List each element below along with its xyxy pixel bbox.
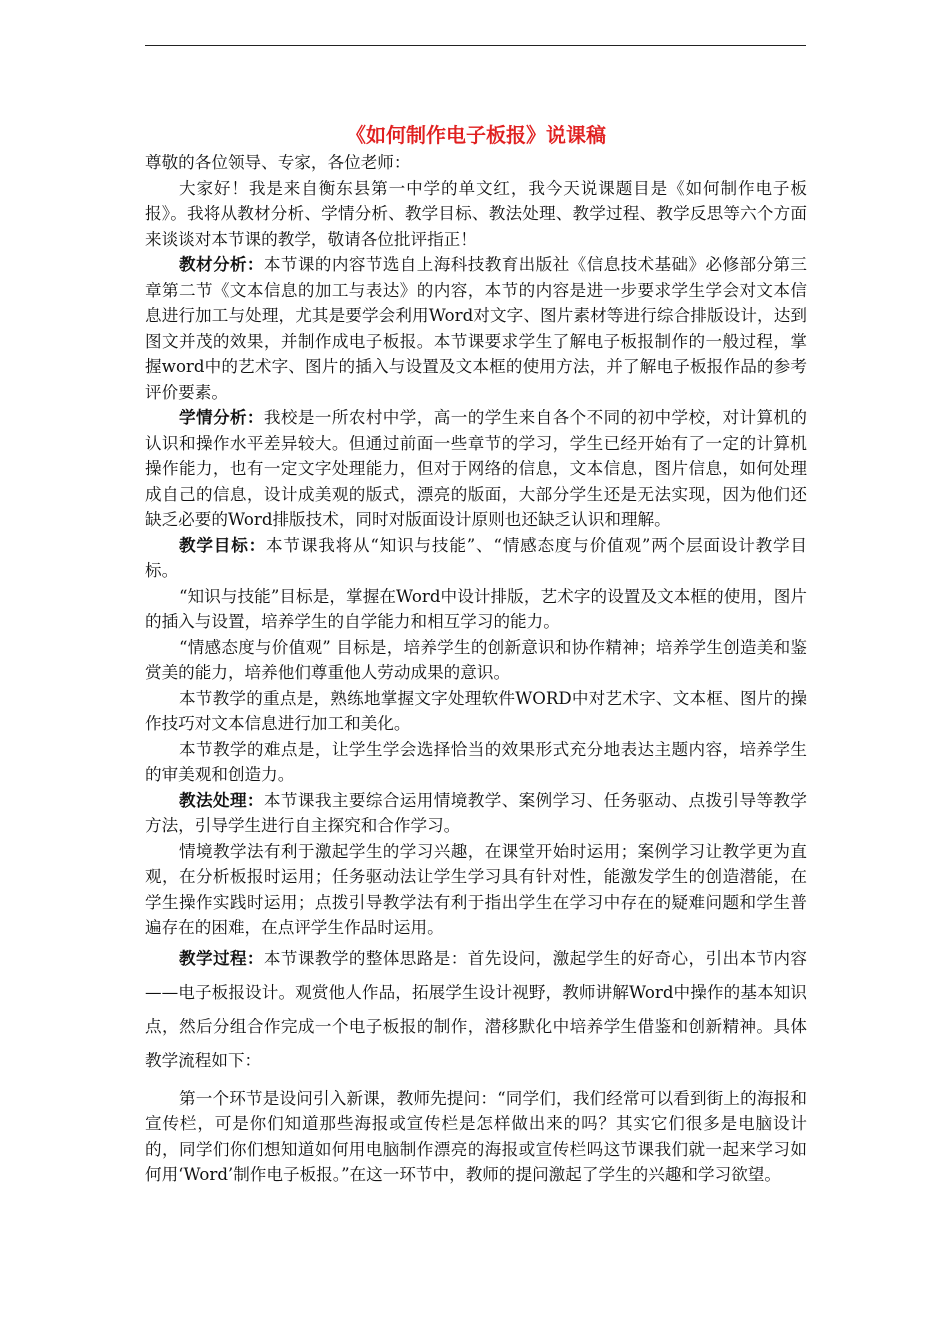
emotion-goal-paragraph: “情感态度与价值观” 目标是，培养学生的创新意识和协作精神；培养学生创造美和鉴赏美的能力，培养他们尊重他人劳动成果的意识。 xyxy=(145,637,807,682)
difficulty-paragraph: 本节教学的难点是，让学生学会选择恰当的效果形式充分地表达主题内容，培养学生的审美观和创造力。 xyxy=(145,739,807,784)
teaching-goals-label: 教学目标： xyxy=(179,534,267,555)
step-one-paragraph: 第一个环节是设问引入新课，教师先提问：“同学们，我们经常可以看到街上的海报和宣传栏，可是你们知道那些海报或宣传栏是怎样做出来的吗？其实它们很多是电脑设计的，同学们你们想知道如何用电脑制作漂亮的海报或宣传栏吗这节课我们就一起来学习如何用‘Word’制作电子板报。”在这一环节中，教师的提问激起了学生的兴趣和学习欲望。 xyxy=(145,1088,807,1184)
header-rule xyxy=(145,45,806,46)
greeting: 尊敬的各位领导、专家，各位老师： xyxy=(145,153,411,172)
textbook-analysis-text: 本节课的内容节选自上海科技教育出版社《信息技术基础》必修部分第三章第二节《文本信息的加工与表达》的内容，本节的内容是进一步要求学生学会对文本信息进行加工与处理，尤其是要学会利用Word对文字、图片素材等进行综合排版设计，达到图文并茂的效果，并制作成电子板报。本节课要求学生了解电子板报制作的一般过程，掌握word中的艺术字、图片的插入与设置及文本框的使用方法，并了解电子板报作品的参考评价要素。 xyxy=(145,255,808,402)
document-body xyxy=(145,120,807,1188)
intro-paragraph: 大家好！我是来自衡东县第一中学的单文红，我今天说课题目是《如何制作电子板报》。我将从教材分析、学情分析、教学目标、教法处理、教学过程、教学反思等六个方面来谈谈对本节课的教学，敬请各位批评指正！ xyxy=(145,178,807,249)
methods-detail-paragraph: 情境教学法有利于激起学生的学习兴趣，在课堂开始时运用；案例学习让教学更为直观，在分析板报时运用；任务驱动法让学生学习具有针对性，能激发学生的创造潜能，在学生操作实践时运用；点拨引导教学法有利于指出学生在学习中存在的疑难问题和学生普遍存在的困难，在点评学生作品时运用。 xyxy=(145,841,807,937)
page-title: 《如何制作电子板报》说课稿 xyxy=(346,123,606,147)
methods-text: 本节课我主要综合运用情境教学、案例学习、任务驱动、点拨引导等教学方法，引导学生进行自主探究和合作学习。 xyxy=(145,790,808,835)
process-text: 本节课教学的整体思路是：首先设问，激起学生的好奇心，引出本节内容——电子板报设计。观赏他人作品，拓展学生设计视野，教师讲解Word中操作的基本知识点，然后分组合作完成一个电子板报的制作，潜移默化中培养学生借鉴和创新精神。具体教学流程如下： xyxy=(145,948,808,1070)
textbook-analysis-label: 教材分析： xyxy=(179,254,264,274)
teaching-goals-text: 本节课我将从“知识与技能”、“情感态度与价值观”两个层面设计教学目标。 xyxy=(145,535,808,580)
methods-paragraph xyxy=(145,788,807,839)
teaching-goals-paragraph xyxy=(145,533,807,584)
student-analysis-paragraph xyxy=(145,405,807,533)
student-analysis-label: 学情分析： xyxy=(179,407,264,427)
student-analysis-text: 我校是一所农村中学，高一的学生来自各个不同的初中学校，对计算机的认识和操作水平差异较大。但通过前面一些章节的学习，学生已经开始有了一定的计算机操作能力，也有一定文字处理能力，但对于网络的信息，文本信息，图片信息，如何处理成自己的信息，设计成美观的版式，漂亮的版面，大部分学生还是无法实现，因为他们还缺乏必要的Word排版技术，同时对版面设计原则也还缺乏认识和理解。 xyxy=(145,408,808,529)
process-paragraph xyxy=(145,941,807,1078)
textbook-analysis-paragraph xyxy=(145,252,807,405)
key-point-paragraph: 本节教学的重点是，熟练地掌握文字处理软件WORD中对艺术字、文本框、图片的操作技巧对文本信息进行加工和美化。 xyxy=(145,688,807,733)
process-label: 教学过程： xyxy=(179,947,264,968)
methods-label: 教法处理： xyxy=(179,789,264,810)
knowledge-goal-paragraph: “知识与技能”目标是，掌握在Word中设计排版，艺术字的设置及文本框的使用，图片的插入与设置，培养学生的自学能力和相互学习的能力。 xyxy=(145,586,807,631)
